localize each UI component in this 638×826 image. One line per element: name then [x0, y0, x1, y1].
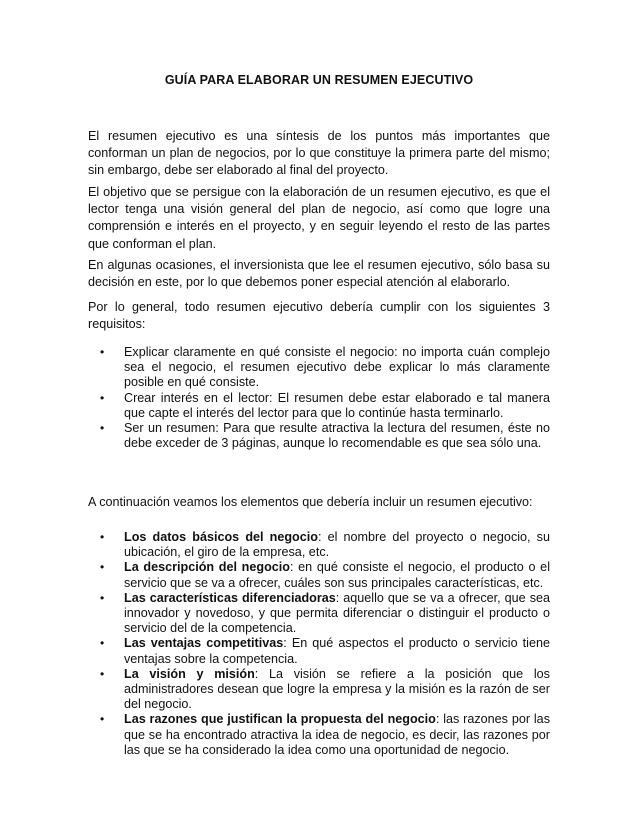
element-term: La visión y misión	[124, 666, 255, 681]
bullet-icon: •	[100, 345, 105, 359]
element-text: : las razones por las que se ha encontrado atractiva la idea de negocio, es decir, las razones por las que se ha considerado la idea como una oportunidad de negocio.	[124, 712, 550, 757]
bullet-icon: •	[100, 590, 105, 605]
list-item	[88, 530, 550, 560]
element-text: : el nombre del proyecto o negocio, su ubicación, el giro de la empresa, etc.	[124, 530, 550, 560]
element-text: : aquello que se va a ofrecer, que sea innovador y novedoso, y que permita diferenciar o distinguir el producto o servicio del de la competencia.	[124, 590, 550, 636]
list-item	[88, 421, 550, 451]
paragraph-elements-intro: A continuación veamos los elementos que debería incluir un resumen ejecutivo:	[88, 495, 533, 509]
bullet-icon: •	[100, 421, 105, 436]
paragraph-investor: En algunas ocasiones, el inversionista que lee el resumen ejecutivo, sólo basa su decisión en este, por lo que debemos poner especial atención al elaborarlo.	[88, 258, 550, 290]
element-text: : en qué consiste el negocio, el producto o el servicio que se va a ofrecer, cuáles son sus principales características, etc.	[124, 560, 550, 590]
list-item	[88, 712, 550, 758]
list-item	[88, 345, 550, 391]
bullet-icon: •	[100, 530, 105, 544]
bullet-icon: •	[100, 712, 105, 727]
element-term: Las razones que justifican la propuesta del negocio	[124, 712, 436, 727]
element-text: : En qué aspectos el producto o servicio tiene ventajas sobre la competencia.	[124, 636, 550, 666]
list-item	[88, 560, 550, 590]
list-item	[88, 667, 550, 713]
element-term: Los datos básicos del negocio	[124, 530, 318, 544]
page-title: GUÍA PARA ELABORAR UN RESUMEN EJECUTIVO	[164, 73, 474, 87]
paragraph-requirements-intro: Por lo general, todo resumen ejecutivo debería cumplir con los siguientes 3 requisitos:	[88, 300, 550, 332]
bullet-icon: •	[100, 666, 105, 681]
list-item-text: Ser un resumen: Para que resulte atractiva la lectura del resumen, éste no debe exceder de 3 páginas, aunque lo recomendable es que sea sólo una.	[124, 421, 550, 451]
paragraph-objective: El objetivo que se persigue con la elaboración de un resumen ejecutivo, es que el lector tenga una visión general del plan de negocio, así como que logre una comprensión e interés en el proyecto, y en seguir leyendo el resto de las partes que conforman el plan.	[88, 185, 550, 251]
list-item	[88, 591, 550, 637]
list-item-text: Crear interés en el lector: El resumen debe estar elaborado e tal manera que capte el interés del lector para que lo continúe hasta terminarlo.	[124, 390, 550, 420]
list-item-text: Explicar claramente en qué consiste el negocio: no importa cuán complejo sea el negocio, el resumen ejecutivo debe explicar lo más claramente posible en qué consiste.	[124, 345, 550, 390]
requirements-list	[88, 345, 550, 451]
element-term: Las ventajas competitivas	[124, 636, 284, 651]
bullet-icon: •	[100, 560, 105, 575]
element-term: La descripción del negocio	[124, 560, 290, 575]
element-term: Las características diferenciadoras	[124, 590, 336, 605]
list-item	[88, 636, 550, 666]
elements-list	[88, 530, 550, 758]
list-item	[88, 391, 550, 421]
element-text: : La visión se refiere a la posición que los administradores desean que logre la empresa y la misión es la razón de ser del negocio.	[124, 666, 550, 712]
bullet-icon: •	[100, 636, 105, 651]
bullet-icon: •	[100, 390, 105, 405]
paragraph-intro: El resumen ejecutivo es una síntesis de los puntos más importantes que conforman un plan de negocios, por lo que constituye la primera parte del mismo; sin embargo, debe ser elaborado al final del proyecto.	[88, 129, 550, 178]
